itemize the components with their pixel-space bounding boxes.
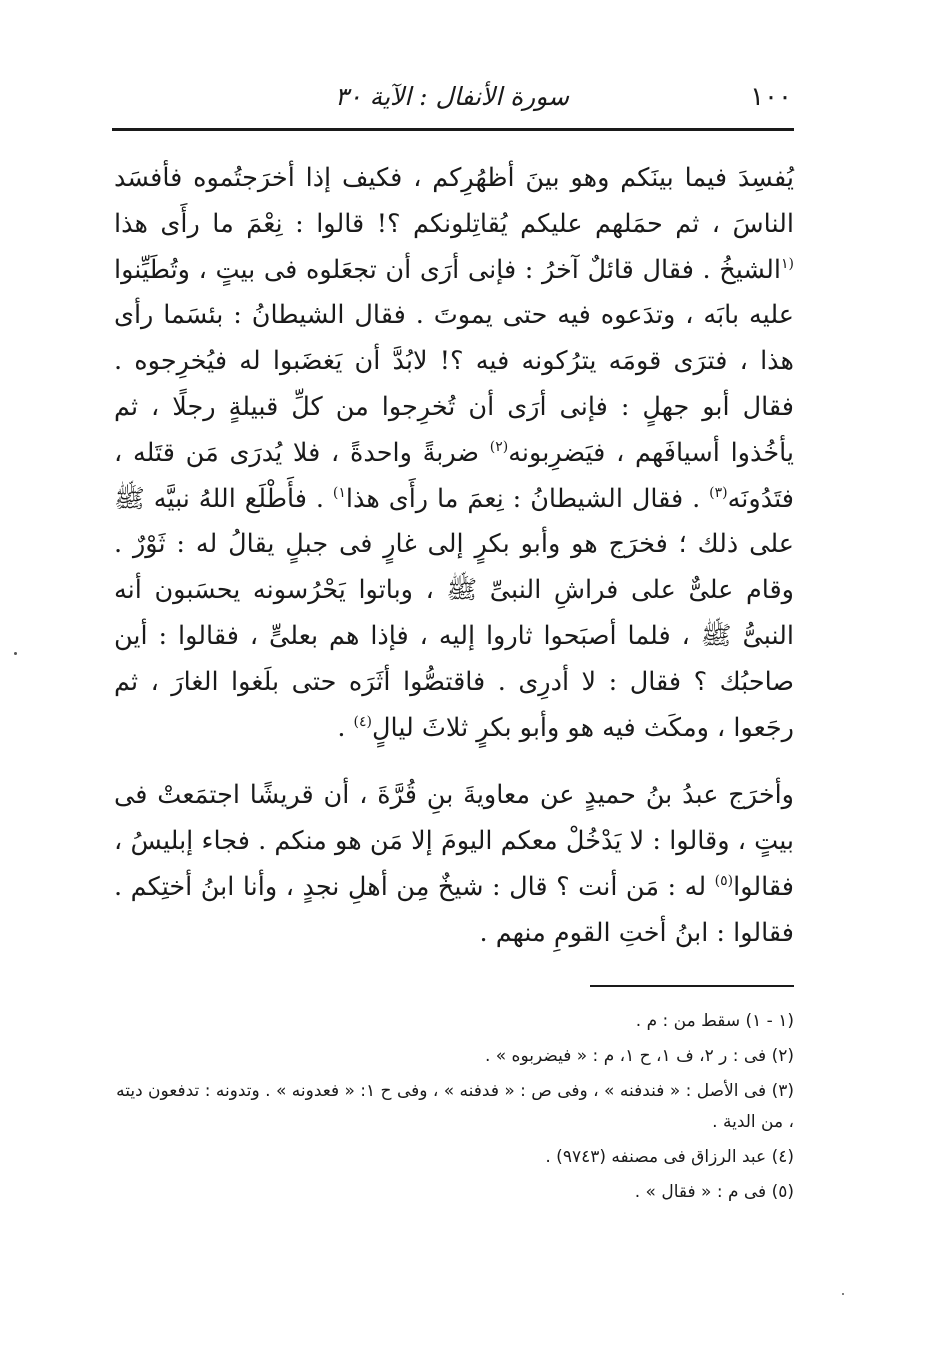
footnote-marker: (٢) bbox=[489, 438, 509, 455]
text-run: . bbox=[337, 712, 354, 743]
footnote: (٥) فى م : « فقال » . bbox=[634, 1182, 794, 1202]
footnote-separator bbox=[590, 985, 794, 987]
running-title: سورة الأنفال : الآية ٣٠ bbox=[334, 82, 570, 111]
footnote-marker: (٣) bbox=[709, 484, 728, 501]
paragraph bbox=[114, 156, 794, 751]
footnote-marker: ١) bbox=[332, 484, 346, 501]
footnotes bbox=[114, 1006, 794, 1212]
footnote: (٢) فى : ر ٢، ف ١، ح ١، م : « فيضربوه » . bbox=[484, 1046, 794, 1066]
page-number: ١٠٠ bbox=[750, 82, 792, 112]
paragraph bbox=[114, 773, 794, 956]
main-text bbox=[114, 156, 794, 957]
text-run: . فقال الشيطانُ : نِعمَ ما رأَى هذا bbox=[345, 483, 710, 514]
text-run: ضربةً واحدةً ، فلا يُدرَى مَن قتَله ، فتَدُونَه bbox=[114, 437, 794, 514]
footnote-marker: (٥) bbox=[714, 872, 734, 889]
scan-speck bbox=[14, 652, 17, 655]
text-run: . فأَطْلَع اللهُ نبيَّه ﷺ على ذلك ؛ فخرَج هو وأبو بكرٍ إلى غارٍ فى جبلٍ يقالُ له : ثَوْرٌ . وقام علىٌّ على فراشِ النبىِّ ﷺ ، وباتوا يَحْرُسونه يحسَبون أنه النبىُّ ﷺ ، فلما أصبَحوا ثاروا إليه ، فإذا هم بعلىٍّ ، فقالوا : أين صاحبُك ؟ فقال : لا أدرِى . فاقتصُّوا أثَرَه حتى بلَغوا الغارَ ، ثم رجَعوا ، ومكَث فيه هو وأبو بكرٍ ثلاثَ ليالٍ bbox=[114, 483, 794, 743]
footnote: (٣) فى الأصل : « فندفنه » ، وفى ص : « فدفنه » ، وفى ح ١: « فعدونه » . وتدونه : تدفعون ديته ، من الدية . bbox=[116, 1081, 794, 1132]
text-run: له : مَن أنت ؟ قال : شيخٌ مِن أهلِ نجدٍ ، وأنا ابنُ أختِكم . فقالوا : ابنُ أختِ القومِ منهم . bbox=[114, 871, 794, 948]
header-rule bbox=[112, 128, 794, 131]
text-run: الشيخُ . فقال قائلٌ آخرُ : فإنى أرَى أن تجعَلوه فى بيتٍ ، وتُطَيِّنوا عليه بابَه ، وتدَعوه فيه حتى يموتَ . فقال الشيطانُ : بئسَما رأى هذا ، فترَى قومَه يترُكونه فيه ؟! لابُدَّ أن يَغضَبوا له فيُخرِجوه . فقال أبو جهلٍ : فإنى أرَى أن تُخرِجوا من كلِّ قبيلةٍ رجلًا ، ثم يأخُذوا أسيافَهم ، فيَضرِبونه bbox=[114, 254, 794, 468]
running-header bbox=[112, 78, 792, 114]
text-run: وأخرَج عبدُ بنُ حميدٍ عن معاويةَ بنِ قُرَّةَ ، أن قريشًا اجتمَعتْ فى بيتٍ ، وقالوا : لا يَدْخُلْ معكم اليومَ إلا مَن هو منكم . فجاء إبليسُ ، فقالوا bbox=[114, 780, 794, 902]
footnote-marker: (٤) bbox=[353, 713, 373, 730]
footnote: (١ - ١) سقط من : م . bbox=[635, 1011, 794, 1031]
scan-speck bbox=[842, 1293, 844, 1295]
footnote-marker: (١ bbox=[781, 255, 794, 272]
text-run: يُفسِدَ فيما بينَكم وهو بينَ أظهُرِكم ، فكيف إذا أخرَجتُموه فأفسَد الناسَ ، ثم حمَلهم عليكم يُقاتِلونكم ؟! قالوا : نِعْمَ ما رأَى هذا bbox=[114, 163, 794, 239]
footnote: (٤) عبد الرزاق فى مصنفه (٩٧٤٣) . bbox=[545, 1147, 794, 1167]
